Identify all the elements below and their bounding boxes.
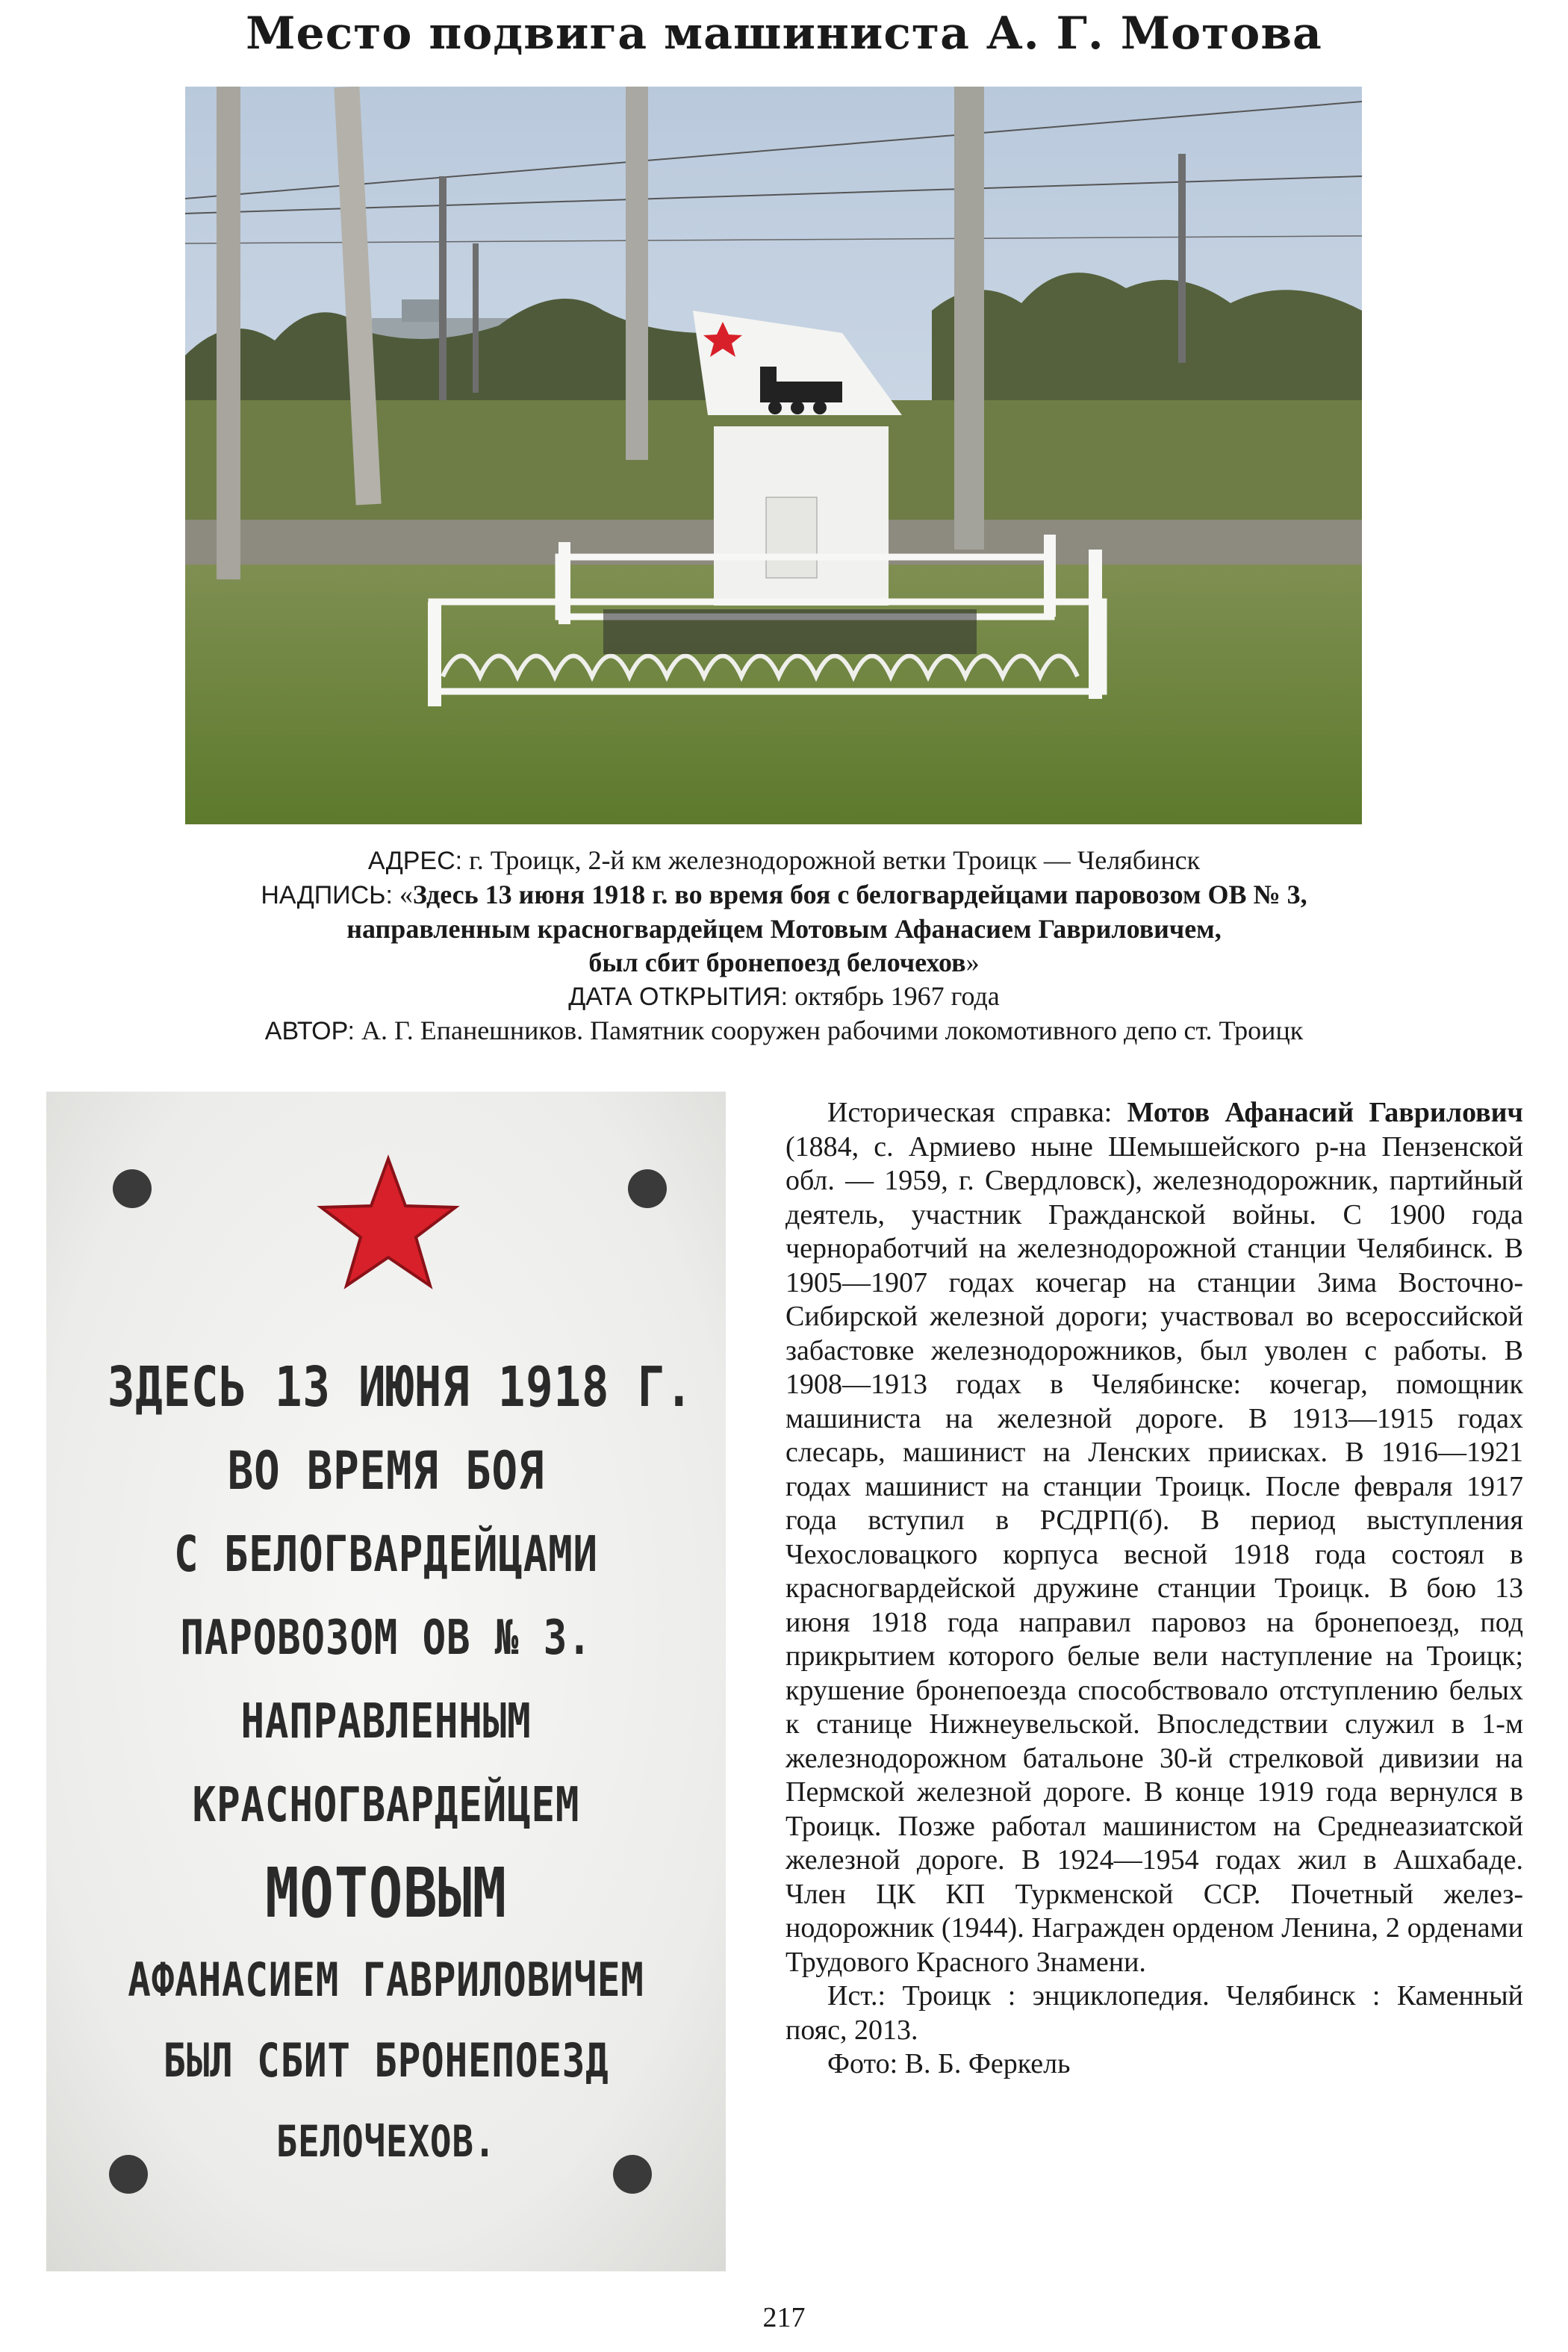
address-line bbox=[0, 844, 1568, 878]
plaque-line: АФАНАСИЕМ ГАВРИЛОВИЧЕМ bbox=[128, 1953, 644, 2007]
inscription-line-1 bbox=[0, 878, 1568, 912]
author-label: АВТОР: bbox=[264, 1017, 355, 1045]
source-paragraph: Ист.: Троицк : энциклопедия. Челябинск : Каменный пояс, 2013. bbox=[785, 1980, 1523, 2046]
address-label: АДРЕС: bbox=[367, 847, 463, 875]
inscription-text-2: направленным красногвардейцем Мотовым Афанасием Гавриловичем, bbox=[346, 914, 1222, 944]
plaque-inscription bbox=[46, 1345, 726, 2182]
photo-credit: Фото: В. Б. Феркель bbox=[827, 2048, 1071, 2079]
bio-text: (1884, с. Армиево ныне Шемышейского р-на Пензенской обл. — 1959, г. Свердловск), железнодорожник, партийный деятель, участник Гражданской войны. С 1900 года черноработчий на железнодорожной станции Челябинск. В 1905—1907 годах кочегар на станции Зима Восточно-Сибирской железной дороги; участвовал во всероссийской забастовке железнодорожников, был уволен с работы. В 1908—1913 годах в Челябинске: кочегар, помощник машиниста на железной дороге. В 1913—1915 годах слесарь, машинист на Ленских приисках. В 1916—1921 годах машинист на станции Троицк. После февраля 1917 года вступил в РСДРП(б). В период выступления Чехословацкого корпуса весной 1918 года состоял в красногвардейской дружине станции Троицк. В бою 13 июня 1918 года направил паровоз на бронепоезд, под прикрытием которого белые вели наступление на Троицк; крушение бронепоезда способствовало отступлению белых к станице Нижнеувельской. Впоследствии служил в 1-м железнодорожном батальоне 30-й стрелковой дивизии на Пермской железной дороге. В конце 1919 года вернулся в Троицк. Позже работал машинистом на Среднеазиатской железной дороге. В 1924—1954 годах жил в Ашхабаде. Член ЦК КП Туркменской ССР. Почетный железнодорожник (1944). Награжден орденом Ленина, 2 орденами Трудового Красного Знамени. bbox=[785, 1130, 1523, 1978]
opening-value: октябрь 1967 года bbox=[794, 981, 1000, 1011]
inscription-text-1: Здесь 13 июня 1918 г. во время боя с белогвардейцами паровозом ОВ № 3, bbox=[412, 880, 1307, 909]
person-name: Мотов Афанасий Гаврилович bbox=[1127, 1097, 1523, 1128]
inscription-label: НАДПИСЬ: bbox=[261, 881, 393, 909]
plaque-photo bbox=[46, 1092, 726, 2271]
author-line bbox=[0, 1014, 1568, 1048]
historical-note bbox=[785, 1096, 1523, 2082]
plaque-line: БЕЛОЧЕХОВ. bbox=[276, 2116, 497, 2167]
opening-label: ДАТА ОТКРЫТИЯ: bbox=[568, 983, 788, 1011]
plaque-line: НАПРАВЛЕННЫМ bbox=[240, 1694, 532, 1749]
quote-open: « bbox=[399, 880, 413, 909]
intro-label: Историческая справка: bbox=[827, 1097, 1127, 1128]
plaque-line: ЗДЕСЬ 13 ИЮНЯ 1918 Г. bbox=[107, 1355, 694, 1419]
inscription-line-3 bbox=[0, 946, 1568, 980]
quote-close: » bbox=[965, 948, 980, 977]
plaque-line: С БЕЛОГВАРДЕЙЦАМИ bbox=[174, 1525, 598, 1583]
opening-line bbox=[0, 980, 1568, 1014]
address-value: г. Троицк, 2-й км железнодорожной ветки Троицк — Челябинск bbox=[469, 845, 1201, 875]
page-number: 217 bbox=[762, 2302, 806, 2333]
plaque-line: КРАСНОГВАРДЕЙЦЕМ bbox=[192, 1778, 580, 1833]
plaque-line: БЫЛ СБИТ БРОНЕПОЕЗД bbox=[163, 2033, 609, 2088]
monument-photo bbox=[185, 87, 1362, 824]
inscription-text-3: был сбит бронепоезд белочехов bbox=[588, 948, 966, 977]
author-value: А. Г. Епанешников. Памятник сооружен рабочими локомотивного депо ст. Троицк bbox=[361, 1015, 1304, 1045]
bio-paragraph bbox=[785, 1096, 1523, 1979]
caption-block bbox=[0, 844, 1568, 1048]
plaque-line: ВО ВРЕМЯ БОЯ bbox=[227, 1440, 545, 1502]
plaque-line: МОТОВЫМ bbox=[265, 1853, 507, 1933]
page-title: Место подвига машиниста А. Г. Мотова bbox=[246, 7, 1322, 60]
plaque-line: ПАРОВОЗОМ ОВ № 3. bbox=[180, 1611, 592, 1666]
